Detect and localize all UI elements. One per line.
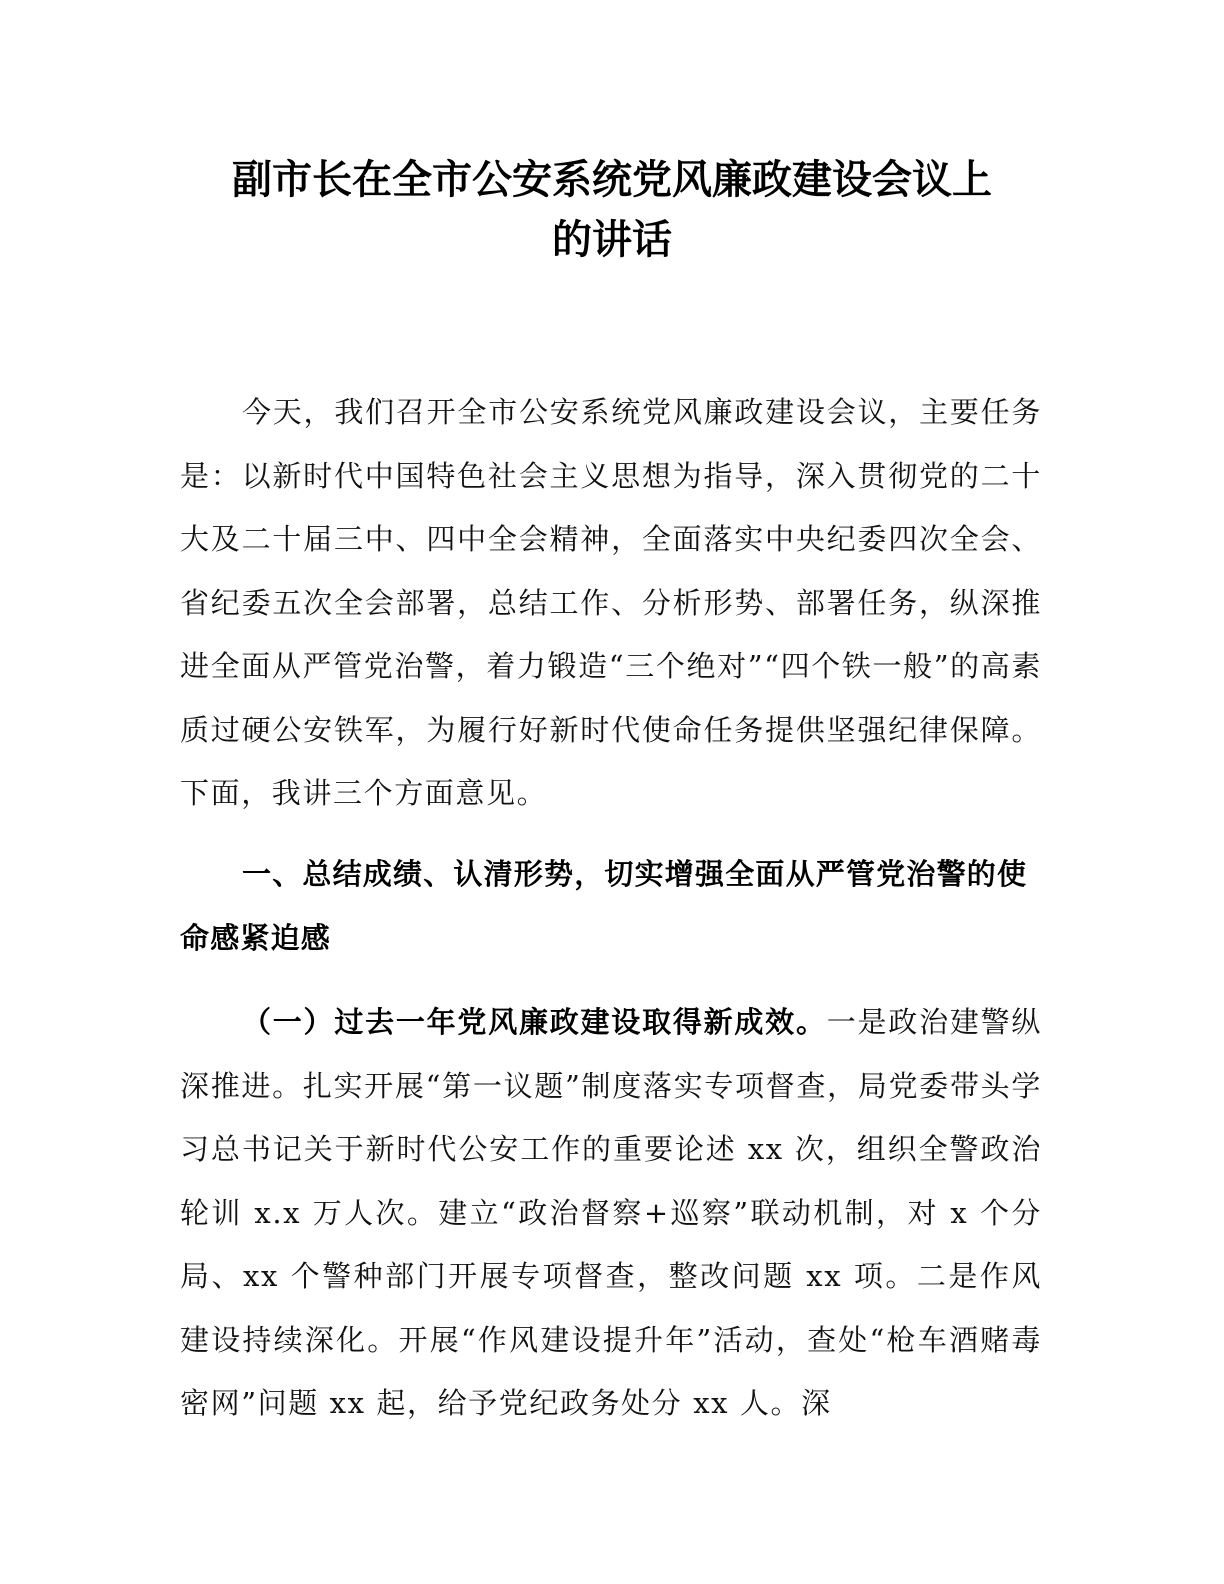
section-1-heading: 一、总结成绩、认清形势，切实增强全面从严管党治警的使命感紧迫感 xyxy=(180,857,1028,955)
subsection-1-paragraph xyxy=(180,991,1042,1436)
subsection-1-text: 一是政治建警纵深推进。扎实开展“第一议题”制度落实专项督查，局党委带头学习总书记关于新时代公安工作的重要论述 xx 次，组织全警政治轮训 x.x 万人次。建立“政治督察+巡察”联动机制，对 x 个分局、xx 个警种部门开展专项督查，整改问题 xx 项。二是作风建设持续深化。开展“作风建设提升年”活动，查处“枪车酒赌毒密网”问题 xx 起，给予党纪政务处分 xx 人。深 xyxy=(180,1005,1043,1420)
title-line-2: 的讲话 xyxy=(552,217,672,263)
subsection-1-heading: （一）过去一年党风廉政建设取得新成效。 xyxy=(242,1005,827,1039)
intro-paragraph: 今天，我们召开全市公安系统党风廉政建设会议，主要任务是：以新时代中国特色社会主义思想为指导，深入贯彻党的二十大及二十届三中、四中全会精神，全面落实中央纪委四次全会、省纪委五次全会部署，总结工作、分析形势、部署任务，纵深推进全面从严管党治警，着力锻造“三个绝对”“四个铁一般”的高素质过硬公安铁军，为履行好新时代使命任务提供坚强纪律保障。下面，我讲三个方面意见。 xyxy=(180,395,1042,810)
document-title xyxy=(150,150,1074,270)
title-line-1: 副市长在全市公安系统党风廉政建设会议上 xyxy=(232,157,992,203)
